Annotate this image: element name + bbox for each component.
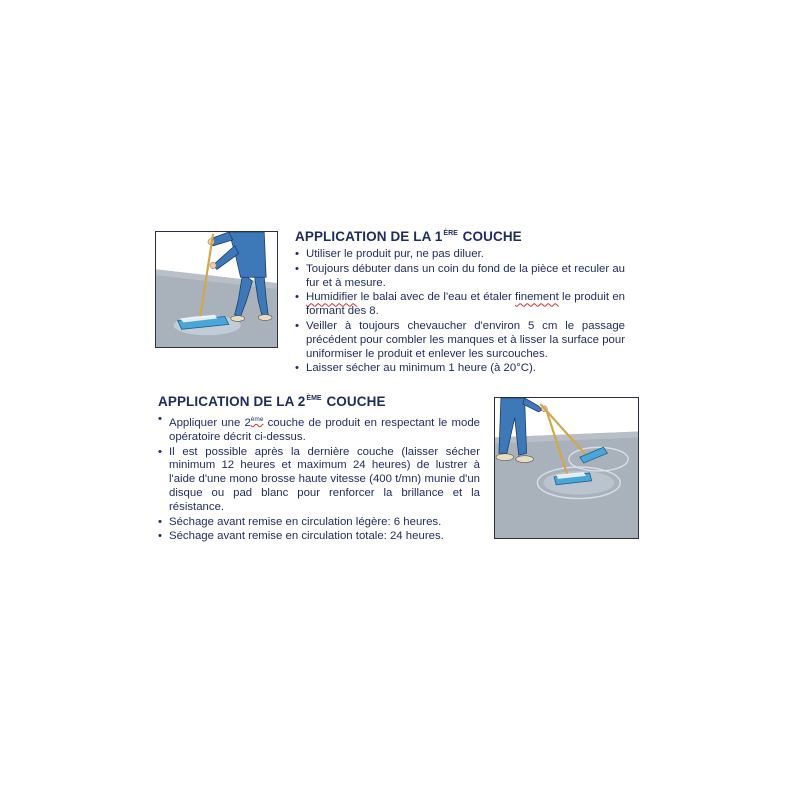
list-item: • Humidifier le balai avec de l'eau et étaler finement le produit en formant des 8. [295,291,625,319]
spellcheck-word: finement [515,291,559,304]
list-item: • Laisser sécher au minimum 1 heure (à 20°C). [295,362,625,376]
instruction-list [295,248,625,376]
list-item: • Veiller à toujours chevaucher d'environ 5 cm le passage précédent pour combler les manques et à lisser la surface pour uniformiser le produit et enlever les surcouches. [295,320,625,361]
illustration-second-coat [494,397,639,539]
section-first-coat [295,226,625,377]
list-item: • Appliquer une 2ème couche de produit en respectant le mode opératoire décrit ci-dessus. [158,413,480,445]
section-title: APPLICATION DE LA 1ÈRE COUCHE [295,229,522,244]
list-item: • Séchage avant remise en circulation totale: 24 heures. [158,530,480,544]
section-title: APPLICATION DE LA 2ÈME COUCHE [158,394,386,409]
person-mopping-icon [156,232,277,347]
list-item: • Toujours débuter dans un coin du fond de la pièce et reculer au fur et à mesure. [295,263,625,291]
illustration-first-coat [155,231,278,348]
spellcheck-word: Humidifier [306,291,358,304]
spellcheck-word: ème [250,416,264,423]
list-item: • Séchage avant remise en circulation légère: 6 heures. [158,516,480,530]
person-mopping-icon [495,398,638,538]
list-item: • Utiliser le produit pur, ne pas diluer. [295,248,625,262]
instruction-list [158,413,480,544]
list-item: • Il est possible après la dernière couche (laisser sécher minimum 12 heures et maximum 24 heures) de lustrer à l'aide d'une mono brosse haute vitesse (400 t/mn) munie d'un disque ou pad blanc pour renforcer la brillance et la résistance. [158,446,480,515]
section-second-coat [158,391,480,545]
